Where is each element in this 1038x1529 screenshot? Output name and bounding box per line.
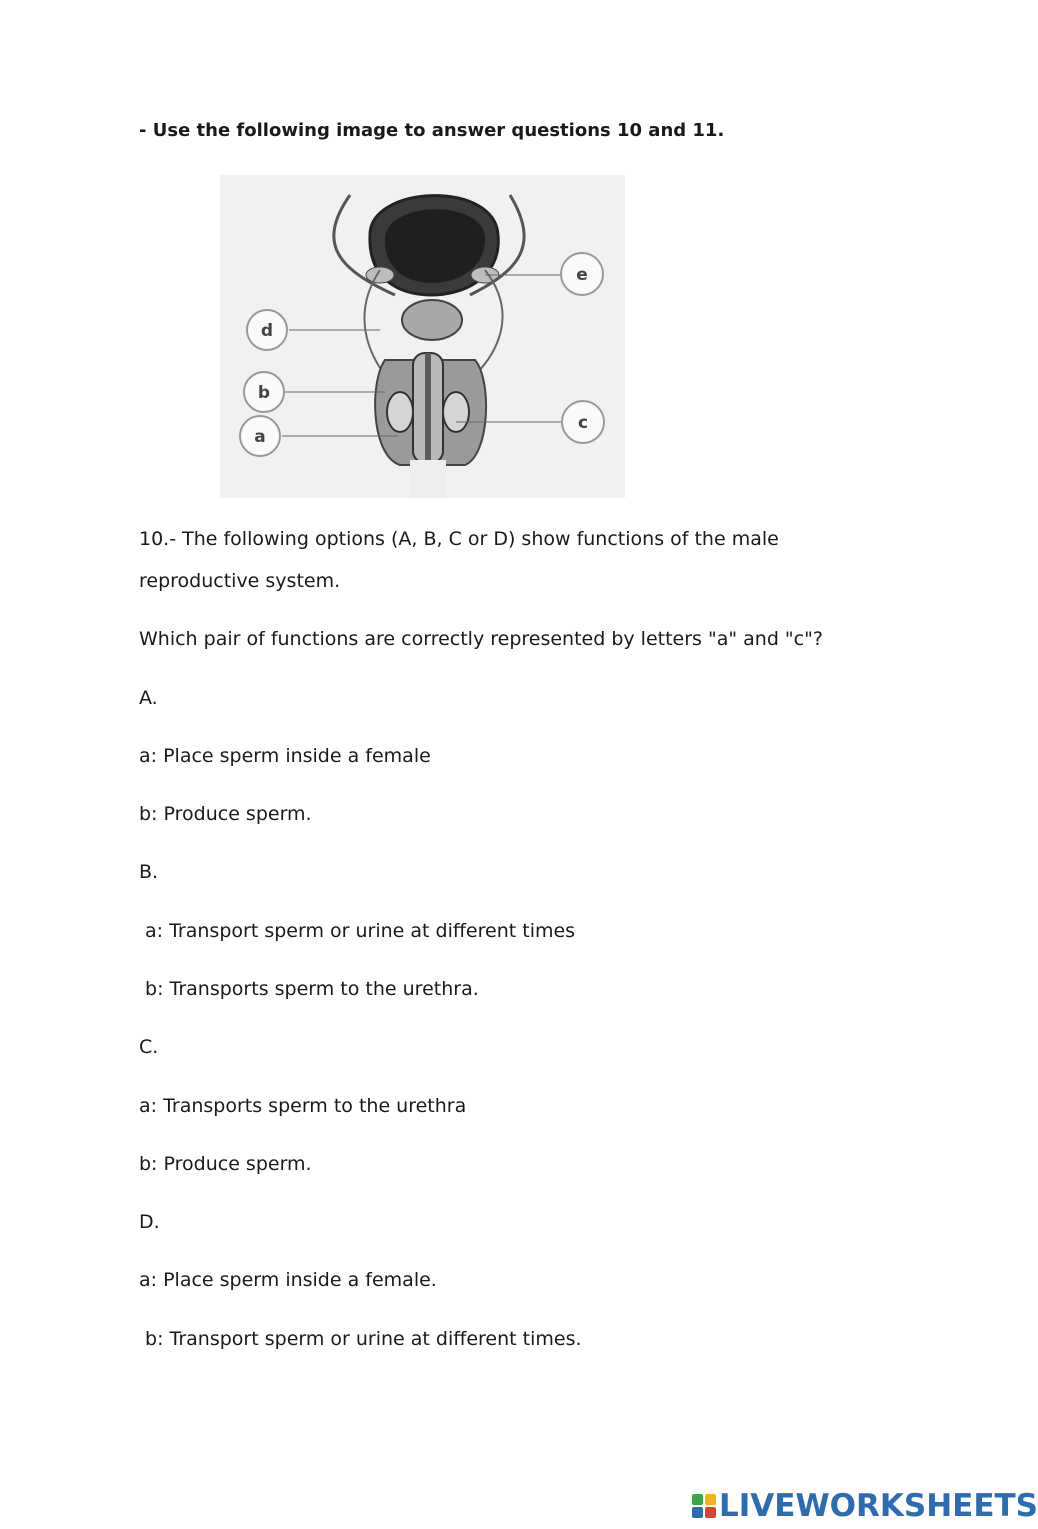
label-a xyxy=(240,416,280,456)
label-e xyxy=(561,253,603,295)
svg-text:b: b xyxy=(257,383,271,403)
option-d-letter: D. xyxy=(139,1211,160,1233)
question-prompt: Which pair of functions are correctly represented by letters "a" and "c"? xyxy=(139,628,823,650)
logo-wordmark: LIVEWORKSHEETS xyxy=(719,1488,1038,1524)
option-a-line-a: a: Place sperm inside a female xyxy=(139,745,431,767)
option-d-line-a: a: Place sperm inside a female. xyxy=(139,1269,437,1291)
option-c-letter: C. xyxy=(139,1036,159,1058)
svg-text:c: c xyxy=(577,413,589,433)
svg-text:d: d xyxy=(260,321,274,341)
question-line-1: 10.- The following options (A, B, C or D) show functions of the male xyxy=(139,528,779,550)
option-b-letter: B. xyxy=(139,861,159,883)
option-b-line-b: b: Transports sperm to the urethra. xyxy=(139,978,479,1000)
reproductive-system-diagram xyxy=(220,175,625,498)
intro-instruction: - Use the following image to answer questions 10 and 11. xyxy=(139,120,725,141)
svg-text:e: e xyxy=(576,265,588,285)
logo-blocks-icon xyxy=(692,1494,716,1518)
label-c xyxy=(562,401,604,443)
label-b xyxy=(244,372,284,412)
option-a-letter: A. xyxy=(139,687,158,709)
label-d xyxy=(247,310,287,350)
liveworksheets-logo xyxy=(692,1488,1038,1524)
svg-text:a: a xyxy=(254,427,266,447)
option-a-line-b: b: Produce sperm. xyxy=(139,803,312,825)
option-c-line-a: a: Transports sperm to the urethra xyxy=(139,1095,467,1117)
option-d-line-b: b: Transport sperm or urine at different times. xyxy=(139,1328,582,1350)
option-c-line-b: b: Produce sperm. xyxy=(139,1153,312,1175)
option-b-line-a: a: Transport sperm or urine at different times xyxy=(139,920,576,942)
question-line-2: reproductive system. xyxy=(139,570,341,592)
